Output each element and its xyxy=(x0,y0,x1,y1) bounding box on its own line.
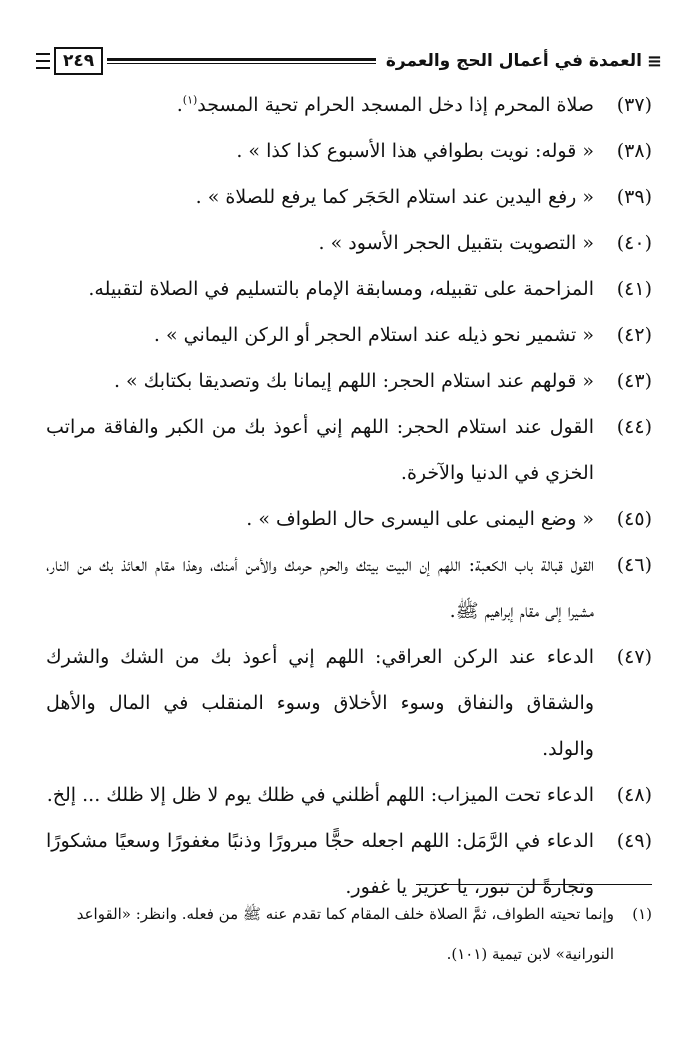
list-item xyxy=(46,496,652,542)
book-title: العمدة في أعمال الحج والعمرة xyxy=(385,51,642,71)
item-number: (٤١) xyxy=(616,278,652,300)
footnote-ref[interactable]: (١) xyxy=(182,93,198,107)
item-number: (٤٥) xyxy=(616,508,652,530)
item-number: (٤٦) xyxy=(616,554,652,576)
item-number: (٤٩) xyxy=(616,830,652,852)
footnote-text: وإنما تحيته الطواف، ثمَّ الصلاة خلف المقام كما تقدم عنه ﷺ من فعله. وانظر: «القواعد النورانية» لابن تيمية (١٠١). xyxy=(76,905,614,963)
main-text xyxy=(46,82,652,910)
item-number: (٤٢) xyxy=(616,324,652,346)
item-text: « قولهم عند استلام الحجر: اللهم إيمانا بك وتصديقا بكتابك » . xyxy=(113,370,594,392)
list-item xyxy=(46,220,652,266)
list-item xyxy=(46,542,652,634)
item-number: (٤٣) xyxy=(616,370,652,392)
item-number: (٤٠) xyxy=(616,232,652,254)
header-bars-icon xyxy=(36,53,50,69)
list-item xyxy=(46,174,652,220)
item-number: (٣٨) xyxy=(616,140,652,162)
item-number: (٤٤) xyxy=(616,416,652,438)
footnote xyxy=(46,894,652,974)
item-text: الدعاء عند الركن العراقي: اللهم إني أعوذ بك من الشك والشرك والشقاق والنفاق وسوء الأخلاق وسوء المنقلب في المال والأهل والولد. xyxy=(46,646,594,760)
header-rule xyxy=(107,58,376,64)
item-text: « رفع اليدين عند استلام الحَجَر كما يرفع للصلاة » . xyxy=(195,186,594,208)
item-number: (٣٧) xyxy=(616,94,652,116)
item-text: القول عند استلام الحجر: اللهم إني أعوذ بك من الكبر والفاقة مراتب الخزي في الدنيا والآخرة. xyxy=(46,416,594,484)
footnote-number: (١) xyxy=(632,905,652,923)
item-text: « تشمير نحو ذيله عند استلام الحجر أو الركن اليماني » . xyxy=(153,324,594,346)
item-text: « التصويت بتقبيل الحجر الأسود » . xyxy=(318,232,594,254)
item-text: « قوله: نويت بطوافي هذا الأسبوع كذا كذا » . xyxy=(236,140,594,162)
list-item xyxy=(46,404,652,496)
item-text: القول قبالة باب الكعبة: اللهم إن البيت بيتك والحرم حرمك والأمن أمنك، وهذا مقام العائذ بك من النار، مشيرا إلى مقام إبراهيم ﷺ. xyxy=(46,554,594,622)
list-item xyxy=(46,358,652,404)
item-text: الدعاء في الرَّمَل: اللهم اجعله حجًّا مبرورًا وذنبًا مغفورًا وسعيًا مشكورًا وتجارةً لن تبور، يا عزيز يا غفور. xyxy=(46,830,594,898)
item-text: صلاة المحرم إذا دخل المسجد الحرام تحية المسجد$^{(١)}$. xyxy=(176,93,594,116)
item-text: المزاحمة على تقبيله، ومسابقة الإمام بالتسليم في الصلاة لتقبيله. xyxy=(88,278,594,300)
item-text: « وضع اليمنى على اليسرى حال الطواف » . xyxy=(246,508,594,530)
list-item xyxy=(46,82,652,128)
list-item xyxy=(46,128,652,174)
item-number: (٣٩) xyxy=(616,186,652,208)
header-mark: ≡ xyxy=(646,50,662,72)
item-number: (٤٨) xyxy=(616,784,652,806)
item-number: (٤٧) xyxy=(616,646,652,668)
running-header xyxy=(36,46,662,76)
list-item xyxy=(46,634,652,772)
page-number: ٢٤٩ xyxy=(54,47,103,75)
item-text: الدعاء تحت الميزاب: اللهم أظلني في ظلك يوم لا ظل إلا ظلك ... إلخ. xyxy=(46,784,594,806)
list-item xyxy=(46,312,652,358)
footnote-divider xyxy=(416,884,652,885)
list-item xyxy=(46,266,652,312)
list-item xyxy=(46,772,652,818)
